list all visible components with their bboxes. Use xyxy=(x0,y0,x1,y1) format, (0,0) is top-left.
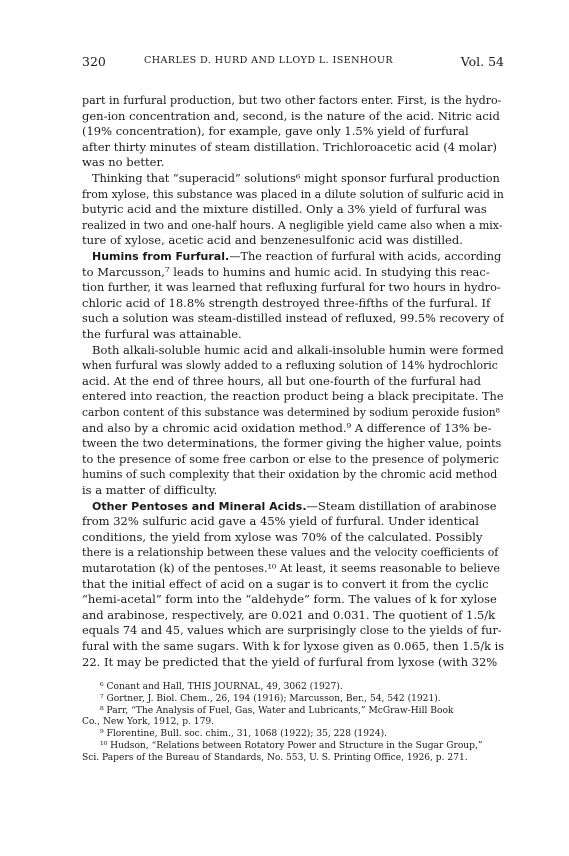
line-text: realized in two and one-half hours. A negligible yield came also when a mix- xyxy=(82,218,503,232)
body-line xyxy=(82,218,504,233)
line-text: part in furfural production, but two other factors enter. First, is the hydro- xyxy=(82,94,502,107)
line-text: and arabinose, respectively, are 0.021 and 0.031. The quotient of 1.5/k xyxy=(82,607,496,622)
line-text: after thirty minutes of steam distillation. Trichloroacetic acid (4 molar) xyxy=(82,139,498,154)
run-in-heading: Humins from Furfural. xyxy=(92,250,230,263)
paragraph-heading-line xyxy=(92,249,504,264)
paragraph-heading-line xyxy=(92,499,504,514)
body-line xyxy=(82,233,504,248)
body-line xyxy=(82,421,504,436)
line-text: (19% concentration), for example, gave only 1.5% yield of furfural xyxy=(82,124,469,139)
line-text: carbon content of this substance was determined by sodium peroxide fusion⁸ xyxy=(82,406,500,419)
line-text: gen-ion concentration and, second, is the nature of the acid. Nitric acid xyxy=(82,108,500,123)
body-line xyxy=(82,155,504,170)
body-line xyxy=(82,623,504,638)
body-line xyxy=(82,93,504,108)
body-line xyxy=(82,265,504,280)
footnote-line: ⁷ Gortner, J. Biol. Chem., 26, 194 (1916); Marcusson, Ber., 54, 542 (1921). xyxy=(100,693,441,704)
body-line xyxy=(82,561,504,576)
line-text: such a solution was steam-distilled instead of refluxed, 99.5% recovery of xyxy=(82,312,504,326)
body-line xyxy=(82,296,504,311)
line-text: butyric acid and the mixture distilled. Only a 3% yield of furfural was xyxy=(82,202,487,217)
running-title: CHARLES D. HURD AND LLOYD L. ISENHOUR xyxy=(144,55,394,66)
footnote-line: ⁸ Parr, “The Analysis of Fuel, Gas, Water and Lubricants,” McGraw-Hill Book xyxy=(100,705,454,716)
footnote-line: ¹⁰ Hudson, “Relations between Rotatory Power and Structure in the Sugar Group,” xyxy=(100,741,483,751)
body-line xyxy=(82,311,504,326)
body-line xyxy=(82,374,504,389)
body-line xyxy=(82,545,504,560)
line-text: was no better. xyxy=(82,155,165,170)
body-line xyxy=(82,327,504,342)
body-line xyxy=(82,530,504,545)
line-text: fural with the same sugars. With k for lyxose given as 0.065, then 1.5/k is xyxy=(82,640,504,653)
footnote-line: Sci. Papers of the Bureau of Standards, No. 553, U. S. Printing Office, 1926, p. 271. xyxy=(82,752,468,763)
line-text: and also by a chromic acid oxidation method.⁹ A difference of 13% be- xyxy=(82,420,492,435)
body-line xyxy=(82,483,504,498)
footnote-line: ⁹ Florentine, Bull. soc. chim., 31, 1068 (1922); 35, 228 (1924). xyxy=(100,729,388,740)
line-text: when furfural was slowly added to a refluxing solution of 14% hydrochloric xyxy=(82,359,498,373)
body-line xyxy=(82,405,504,420)
line-text: —The reaction of furfural with acids, according xyxy=(229,250,502,263)
body-line xyxy=(82,452,504,467)
line-text: that the initial effect of acid on a sugar is to convert it from the cyclic xyxy=(82,576,489,591)
line-text: the furfural was attainable. xyxy=(82,327,242,341)
page-header xyxy=(82,54,504,70)
line-text: acid. At the end of three hours, all but one-fourth of the furfural had xyxy=(82,373,481,388)
body-line xyxy=(82,202,504,217)
line-text: to Marcusson,⁷ leads to humins and humic acid. In studying this reac- xyxy=(82,264,490,279)
line-text: tion further, it was learned that refluxing furfural for two hours in hydro- xyxy=(82,281,501,295)
body-line xyxy=(82,389,504,404)
line-text: entered into reaction, the reaction product being a black precipitate. The xyxy=(82,390,504,404)
line-text: 22. It may be predicted that the yield of furfural from lyxose (with 32% xyxy=(82,654,498,669)
line-text: mutarotation (k) of the pentoses.¹⁰ At least, it seems reasonable to believe xyxy=(82,562,500,575)
body-line xyxy=(82,592,504,607)
line-text: there is a relationship between these values and the velocity coefficients of xyxy=(82,546,499,560)
line-text: tween the two determinations, the former giving the higher value, points xyxy=(82,437,502,451)
body-line xyxy=(82,109,504,124)
line-text: Both alkali-soluble humic acid and alkali-insoluble humin were formed xyxy=(92,342,504,357)
line-text: from 32% sulfuric acid gave a 45% yield of furfural. Under identical xyxy=(82,514,479,529)
page-number: 320 xyxy=(82,54,106,69)
body-line xyxy=(82,577,504,592)
body-line xyxy=(82,467,504,482)
footnote-line: ⁶ Conant and Hall, THIS JOURNAL, 49, 3062 (1927). xyxy=(100,682,343,692)
body-line xyxy=(92,343,504,358)
body-line xyxy=(82,358,504,373)
run-in-heading: Other Pentoses and Mineral Acids. xyxy=(92,499,307,513)
line-text: from xylose, this substance was placed in a dilute solution of sulfuric acid in xyxy=(82,187,504,201)
volume-label: Vol. 54 xyxy=(460,54,504,69)
line-text: ture of xylose, acetic acid and benzenesulfonic acid was distilled. xyxy=(82,233,463,248)
line-text: chloric acid of 18.8% strength destroyed three-fifths of the furfural. If xyxy=(82,295,491,310)
body-line xyxy=(82,608,504,623)
line-text: is a matter of difficulty. xyxy=(82,483,218,497)
body-line xyxy=(92,171,504,186)
body-line xyxy=(82,124,504,139)
line-text: humins of such complexity that their oxidation by the chromic acid method xyxy=(82,468,498,482)
body-line xyxy=(82,514,504,529)
line-text: —Steam distillation of arabinose xyxy=(306,498,497,513)
line-text: to the presence of some free carbon or else to the presence of polymeric xyxy=(82,452,499,466)
body-line xyxy=(82,655,504,670)
line-text: conditions, the yield from xylose was 70% of the calculated. Possibly xyxy=(82,529,483,544)
body-line xyxy=(82,140,504,155)
body-line xyxy=(82,639,504,654)
body-line xyxy=(82,280,504,295)
line-text: Thinking that “superacid” solutions⁶ might sponsor furfural production xyxy=(92,172,500,185)
line-text: “hemi-acetal” form into the “aldehyde” form. The values of k for xylose xyxy=(82,592,497,607)
line-text: equals 74 and 45, values which are surprisingly close to the yields of fur- xyxy=(82,624,502,638)
footnote-line: Co., New York, 1912, p. 179. xyxy=(82,717,215,728)
body-line xyxy=(82,436,504,451)
body-line xyxy=(82,187,504,202)
